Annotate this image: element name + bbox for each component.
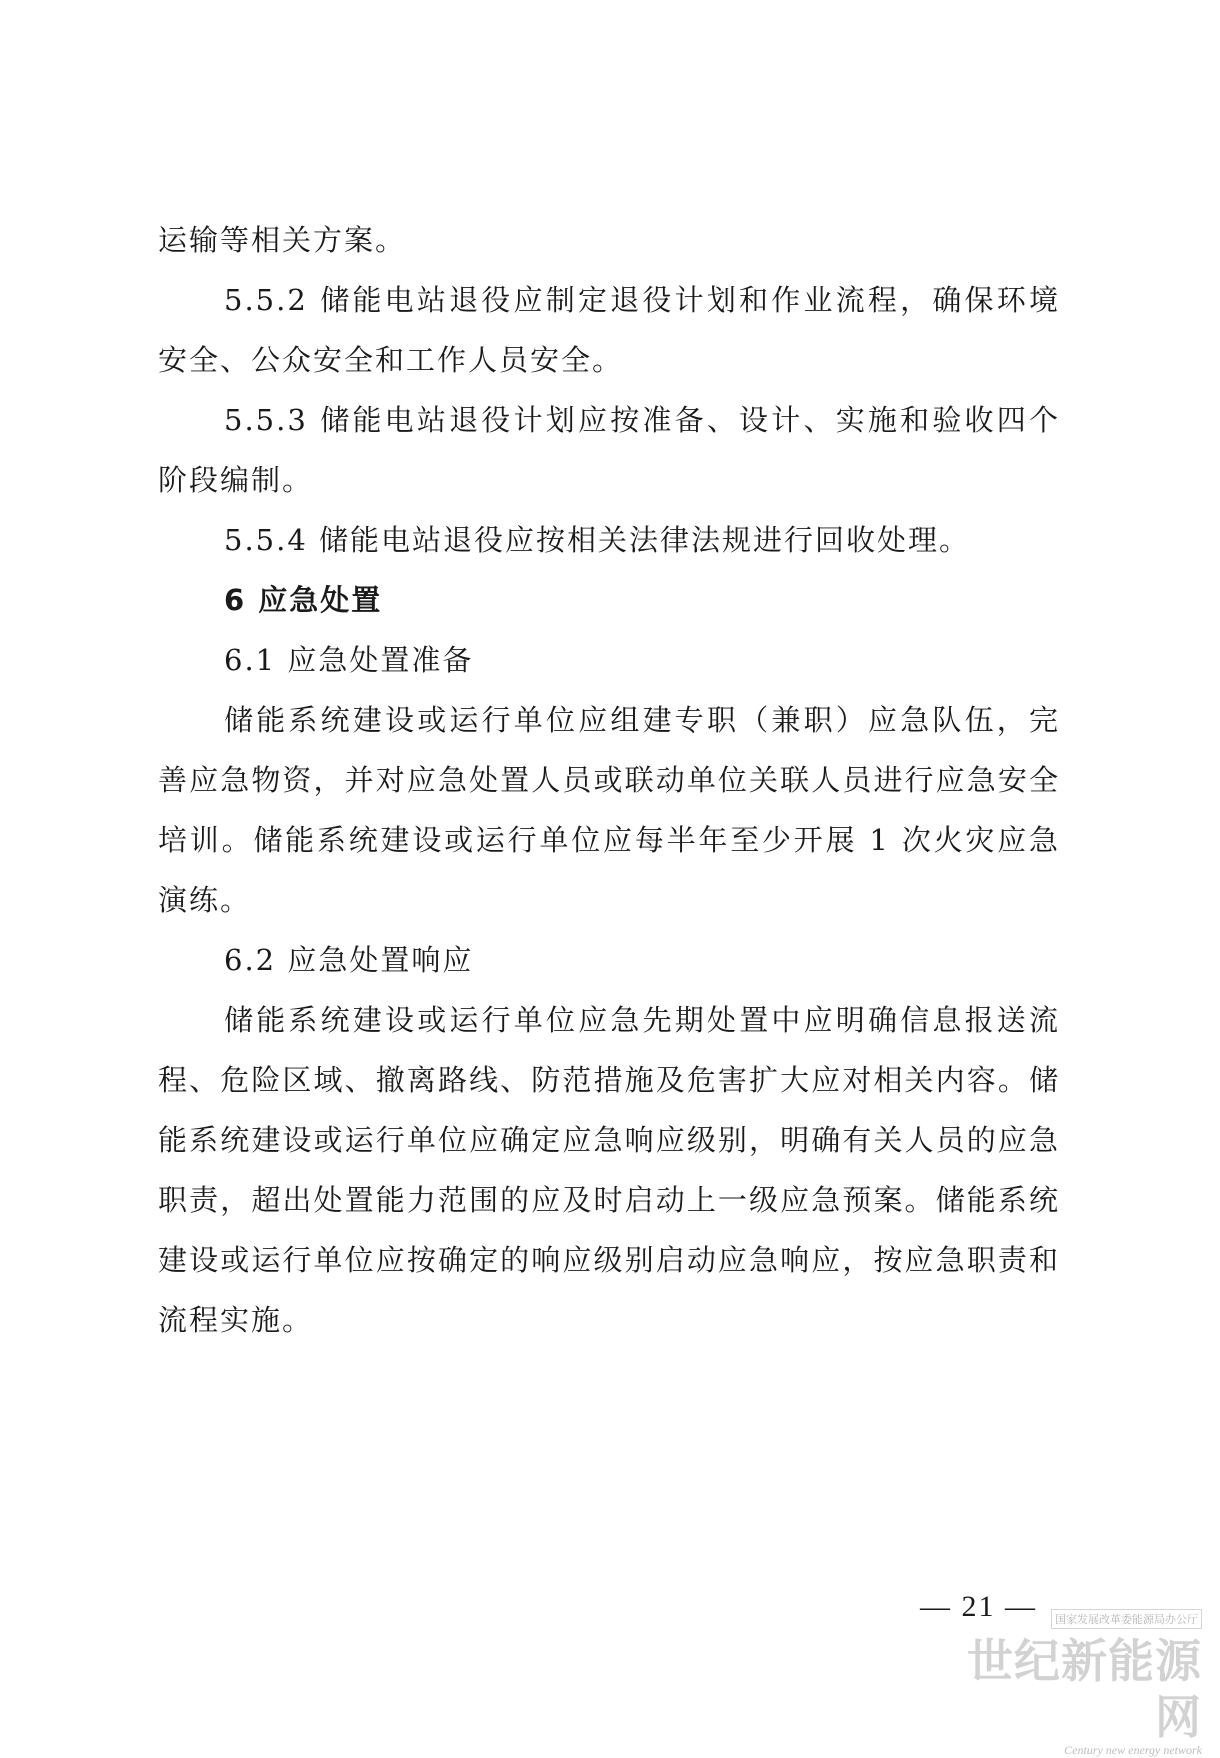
paragraph-5-5-2: 5.5.2 储能电站退役应制定退役计划和作业流程，确保环境安全、公众安全和工作人员安全。 [158, 283, 1060, 377]
document-body [158, 210, 1060, 1350]
paragraph-5-5-4: 5.5.4 储能电站退役应按相关法律法规进行回收处理。 [224, 523, 971, 557]
page-number: — 21 — [920, 1590, 1037, 1623]
subsection-heading-6-1: 6.1 应急处置准备 [224, 643, 474, 677]
watermark-top-text: 国家发展改革委能源局办公厅 [1051, 1609, 1202, 1629]
paragraph-5-5-3: 5.5.3 储能电站退役计划应按准备、设计、实施和验收四个阶段编制。 [158, 403, 1060, 497]
watermark-logo [967, 1608, 1202, 1757]
paragraph-continuation: 运输等相关方案。 [158, 223, 407, 257]
paragraph-6-1-body: 储能系统建设或运行单位应组建专职（兼职）应急队伍，完善应急物资，并对应急处置人员或联动单位关联人员进行应急安全培训。储能系统建设或运行单位应每半年至少开展 1 次火灾应急演练。 [158, 703, 1060, 917]
watermark-sub-text: Century new energy network [1064, 1743, 1202, 1757]
section-heading-6: 6 应急处置 [224, 583, 383, 617]
subsection-heading-6-2: 6.2 应急处置响应 [224, 943, 474, 977]
watermark-main-text: 世纪新能源网 [967, 1634, 1202, 1744]
paragraph-6-2-body: 储能系统建设或运行单位应急先期处置中应明确信息报送流程、危险区域、撤离路线、防范措施及危害扩大应对相关内容。储能系统建设或运行单位应确定应急响应级别，明确有关人员的应急职责，超出处置能力范围的应及时启动上一级应急预案。储能系统建设或运行单位应按确定的响应级别启动应急响应，按应急职责和流程实施。 [158, 1003, 1060, 1337]
